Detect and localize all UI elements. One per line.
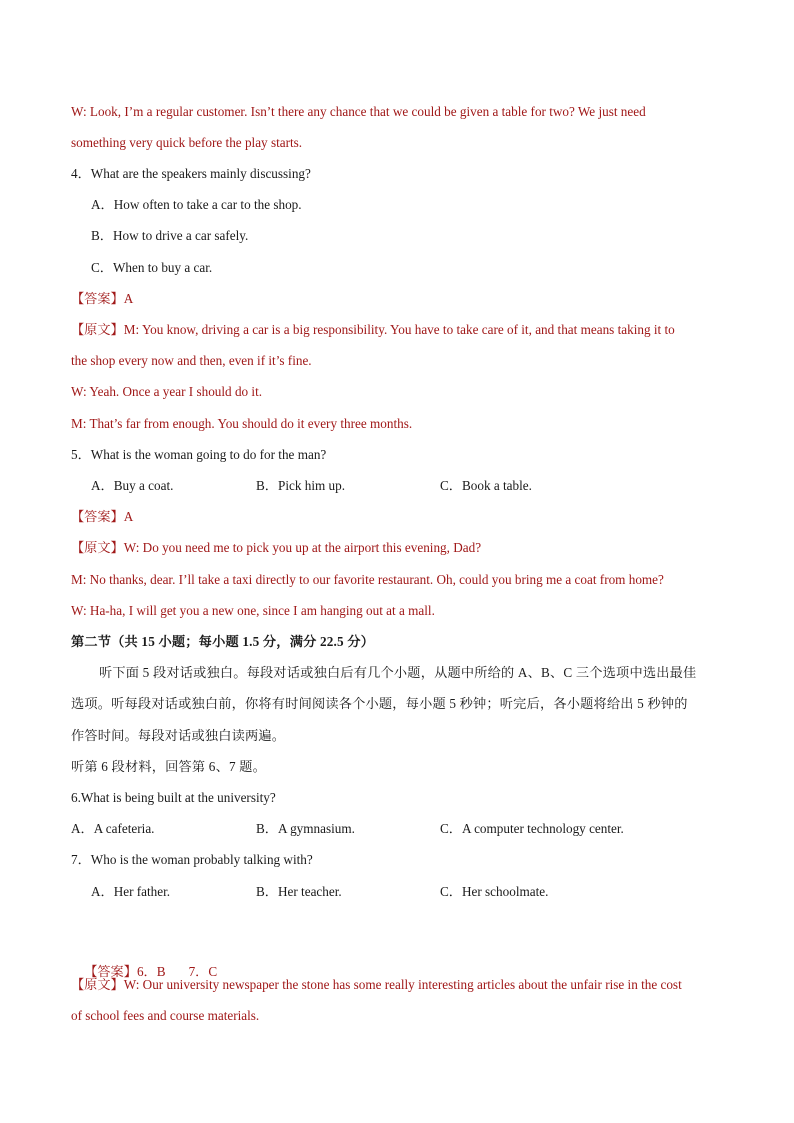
transcript-line: M: That’s far from enough. You should do it every three months. xyxy=(71,416,413,431)
source-tag: 【原文】 xyxy=(71,977,124,992)
question-5: 5．What is the woman going to do for the man? xyxy=(71,447,327,462)
transcript-text: M: You know, driving a car is a big responsibility. You have to take care of it, and that means taking it to xyxy=(123,322,675,337)
transcript-line: W: Look, I’m a regular customer. Isn’t there any chance that we could be given a table for two? We just need xyxy=(71,104,646,119)
answer-value: A xyxy=(123,509,134,524)
section-2-instructions: 选项。听每段对话或独白前，你将有时间阅读各个小题，每小题 5 秒钟；听完后，各小题将给出 5 秒钟的 xyxy=(71,696,688,711)
question-4-option-a: A．How often to take a car to the shop. xyxy=(91,197,302,212)
transcript-line: W: Ha-ha, I will get you a new one, since I am hanging out at a mall. xyxy=(71,603,435,618)
question-6-option-a: A．A cafeteria. xyxy=(71,821,155,836)
transcript-text: W: Do you need me to pick you up at the airport this evening, Dad? xyxy=(123,540,482,555)
question-5-option-a: A．Buy a coat. xyxy=(91,478,174,493)
listen-instruction: 听第 6 段材料，回答第 6、7 题。 xyxy=(71,759,267,774)
question-6: 6.What is being built at the university? xyxy=(71,790,276,805)
question-4-option-c: C．When to buy a car. xyxy=(91,260,213,275)
transcript-line: W: Yeah. Once a year I should do it. xyxy=(71,384,263,399)
transcript-line: something very quick before the play starts. xyxy=(71,135,303,150)
answer-value: 6．B 7．C xyxy=(136,964,218,979)
transcript-6 xyxy=(71,976,731,994)
transcript-text: W: Our university newspaper the stone has some really interesting articles about the unfair rise in the cost xyxy=(123,977,682,992)
answer-5 xyxy=(71,508,731,526)
question-6-option-c: C．A computer technology center. xyxy=(440,821,624,836)
source-tag: 【原文】 xyxy=(71,322,124,337)
section-2-instructions: 作答时间。每段对话或独白读两遍。 xyxy=(71,728,286,743)
question-6-option-b: B．A gymnasium. xyxy=(256,821,355,836)
answer-tag: 【答案】 xyxy=(71,509,124,524)
question-5-option-b: B．Pick him up. xyxy=(256,478,346,493)
transcript-line: the shop every now and then, even if it’s fine. xyxy=(71,353,312,368)
transcript-5 xyxy=(71,539,731,557)
section-2-title: 第二节（共 15 小题；每小题 1.5 分，满分 22.5 分） xyxy=(71,634,375,649)
source-tag: 【原文】 xyxy=(71,540,124,555)
question-7-option-c: C．Her schoolmate. xyxy=(440,884,549,899)
section-2-instructions: 听下面 5 段对话或独白。每段对话或独白后有几个小题，从题中所给的 A、B、C 三个选项中选出最佳 xyxy=(99,665,697,680)
question-5-option-c: C．Book a table. xyxy=(440,478,532,493)
answer-tag: 【答案】 xyxy=(84,964,137,979)
answer-4 xyxy=(71,290,731,308)
question-4: 4．What are the speakers mainly discussing? xyxy=(71,166,311,181)
answer-value: A xyxy=(123,291,134,306)
answer-tag: 【答案】 xyxy=(71,291,124,306)
question-7-option-a: A．Her father. xyxy=(91,884,171,899)
question-4-option-b: B．How to drive a car safely. xyxy=(91,228,249,243)
question-7-option-b: B．Her teacher. xyxy=(256,884,342,899)
transcript-line: of school fees and course materials. xyxy=(71,1008,260,1023)
transcript-line: M: No thanks, dear. I’ll take a taxi directly to our favorite restaurant. Oh, could you bring me a coat from home? xyxy=(71,572,664,587)
question-7: 7．Who is the woman probably talking with? xyxy=(71,852,313,867)
transcript-4 xyxy=(71,321,731,339)
